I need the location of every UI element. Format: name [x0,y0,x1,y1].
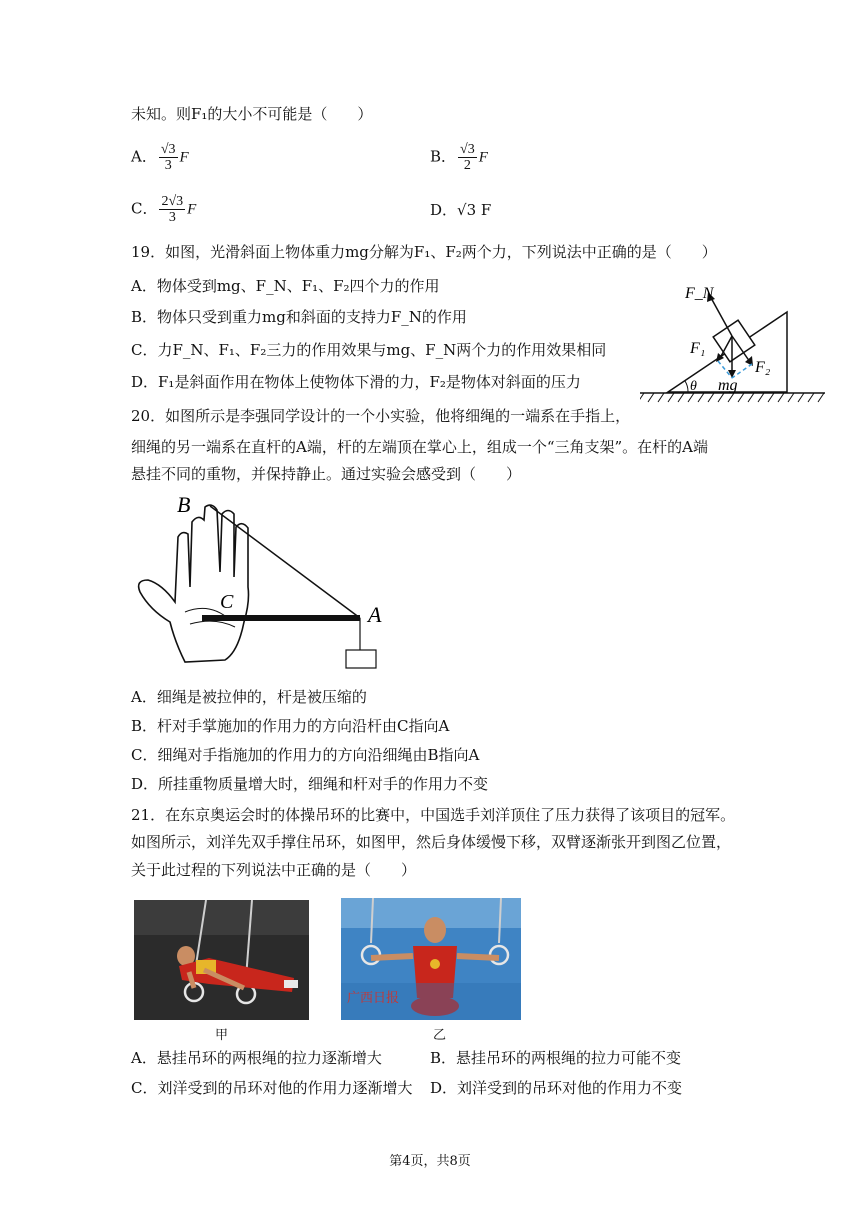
label-fn: F_N [685,285,714,302]
label-mg: mg [718,377,738,394]
q19-stem: 19．如图，光滑斜面上物体重力mg分解为F₁、F₂两个力，下列说法中正确的是（ ） [131,243,717,261]
q20-stem-line-2: 细绳的另一端系在直杆的A端，杆的左端顶在掌心上，组成一个“三角支架”。在杆的A端 [131,438,709,456]
q20-option-a: A．细绳是被拉伸的，杆是被压缩的 [131,688,367,706]
q21-option-b: B．悬挂吊环的两根绳的拉力可能不变 [430,1049,682,1067]
q21-stem-line-3: 关于此过程的下列说法中正确的是（ ） [131,861,417,879]
page-footer: 第4页，共8页 [389,1154,471,1169]
caption-jia: 甲 [215,1028,229,1043]
label-f2: F₂ [755,359,771,376]
q21-option-d: D．刘洋受到的吊环对他的作用力不变 [430,1079,683,1097]
q18-option-b: B． $\frac{√3}{2}$ F [430,142,488,173]
q19-option-c: C．力F_N、F₁、F₂三力的作用效果与mg、F_N两个力的作用效果相同 [131,341,607,359]
q21-stem-line-1: 21．在东京奥运会时的体操吊环的比赛中，中国选手刘洋顶住了压力获得了该项目的冠军。 [131,806,736,824]
label-b: B [177,492,191,517]
photo-watermark: 广西日报 [347,991,400,1006]
incline-force-diagram [640,278,830,408]
q20-option-b: B．杆对手掌施加的作用力的方向沿杆由C指向A [131,717,450,735]
q21-option-c: C．刘洋受到的吊环对他的作用力逐渐增大 [131,1079,413,1097]
q20-option-d: D．所挂重物质量增大时，细绳和杆对手的作用力不变 [131,775,489,793]
q21-stem-line-2: 如图所示，刘洋先双手撑住吊环，如图甲，然后身体缓慢下移，双臂逐渐张开到图乙位置， [131,833,732,851]
label-a: A [368,602,382,627]
q20-stem-line-1: 20．如图所示是李强同学设计的一个小实验，他将细绳的一端系在手指上， [131,407,631,425]
q18-option-a: A． $\frac{√3}{3}$ F [131,142,189,173]
q20-option-c: C．细绳对手指施加的作用力的方向沿细绳由B指向A [131,746,480,764]
caption-yi: 乙 [433,1028,447,1043]
label-c: C [220,591,234,613]
photo-jia [134,900,309,1020]
label-f1: F₁ [690,340,706,357]
hand-tripod-diagram [130,492,390,677]
label-theta: θ [690,379,697,394]
q18-stem: 未知。则F₁的大小不可能是（ ） [131,105,373,123]
q18-option-d: D．√3 F [430,201,492,219]
q21-option-a: A．悬挂吊环的两根绳的拉力逐渐增大 [131,1049,382,1067]
q18-option-c: C． $\frac{2√3}{3}$ F [131,194,197,225]
q20-stem-line-3: 悬挂不同的重物，并保持静止。通过实验会感受到（ ） [131,465,522,483]
photo-yi [341,898,521,1020]
q19-option-d: D．F₁是斜面作用在物体上使物体下滑的力，F₂是物体对斜面的压力 [131,373,581,391]
q19-option-a: A．物体受到mg、F_N、F₁、F₂四个力的作用 [131,277,440,295]
q19-option-b: B．物体只受到重力mg和斜面的支持力F_N的作用 [131,308,467,326]
